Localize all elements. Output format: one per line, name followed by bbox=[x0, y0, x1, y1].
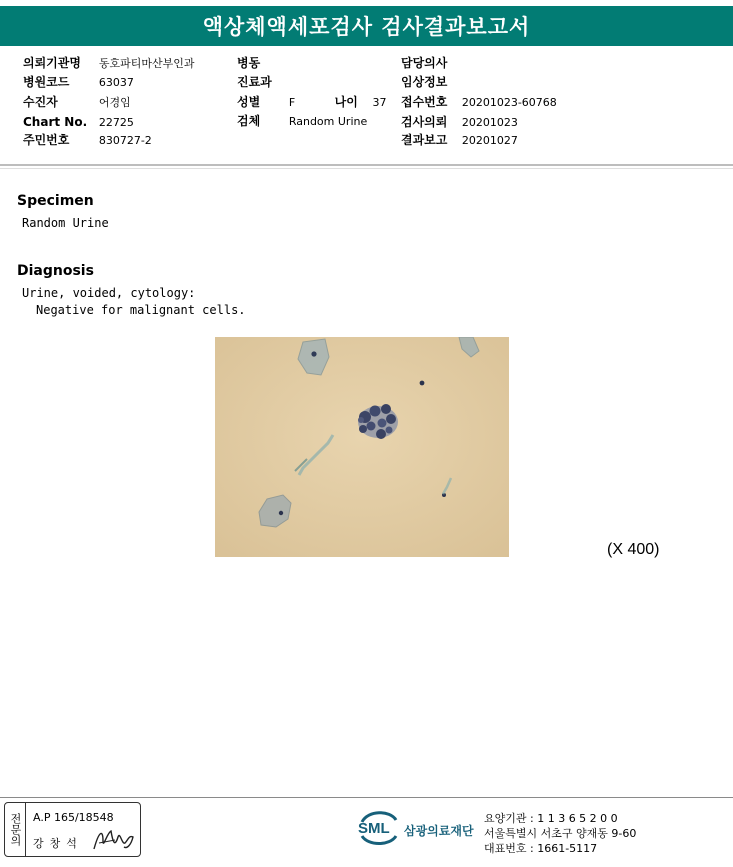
diagnosis-line-2: Negative for malignant cells. bbox=[36, 303, 246, 317]
ward-label: 병동 bbox=[237, 56, 261, 70]
clinical-info-label: 임상정보 bbox=[401, 75, 448, 89]
age-label: 나이 bbox=[334, 95, 358, 109]
age-value: 37 bbox=[372, 96, 387, 109]
signature-box bbox=[4, 802, 141, 857]
chart-no-label: Chart No. bbox=[23, 115, 88, 129]
sex-age-row bbox=[237, 93, 386, 111]
requesting-institution-value: 동호파티마산부인과 bbox=[98, 57, 195, 70]
receipt-no-value: 20201023-60768 bbox=[461, 96, 557, 109]
magnification-label: (X 400) bbox=[607, 541, 660, 558]
ward-row bbox=[237, 54, 260, 72]
request-date-row bbox=[401, 113, 518, 131]
request-date-label: 검사의뢰 bbox=[401, 115, 448, 129]
specimen-type-row bbox=[237, 112, 367, 130]
specimen-type-label: 검체 bbox=[237, 114, 261, 128]
sex-label: 성별 bbox=[237, 95, 261, 109]
clinical-info-row bbox=[401, 73, 462, 91]
cytology-micrograph bbox=[215, 337, 509, 557]
report-title: 액상체액세포검사 검사결과보고서 bbox=[0, 6, 733, 46]
specimen-section-title: Specimen bbox=[17, 193, 94, 209]
ap-number: A.P 165/18548 bbox=[33, 811, 114, 824]
resident-no-row bbox=[23, 131, 152, 149]
report-date-label: 결과보고 bbox=[401, 133, 448, 147]
institution-code: 요양기관 : 1 1 3 6 5 2 0 0 bbox=[484, 812, 618, 825]
diagnosis-line-1: Urine, voided, cytology: bbox=[22, 286, 196, 300]
footer-divider bbox=[0, 797, 733, 798]
header-divider-secondary bbox=[0, 168, 733, 169]
patient-row bbox=[23, 93, 131, 111]
requesting-institution-row bbox=[23, 54, 194, 72]
hospital-code-label: 병원코드 bbox=[23, 75, 70, 89]
specimen-text: Random Urine bbox=[22, 216, 109, 230]
patient-value: 어경임 bbox=[98, 96, 131, 109]
resident-no-value: 830727-2 bbox=[98, 134, 152, 147]
sex-value: F bbox=[288, 96, 296, 109]
requesting-institution-label: 의뢰기관명 bbox=[23, 56, 81, 70]
patient-label: 수진자 bbox=[23, 95, 58, 109]
department-label: 진료과 bbox=[237, 75, 272, 89]
hospital-code-value: 63037 bbox=[98, 76, 134, 89]
receipt-no-row bbox=[401, 93, 557, 111]
receipt-no-label: 접수번호 bbox=[401, 95, 448, 109]
report-date-row bbox=[401, 131, 518, 149]
resident-no-label: 주민번호 bbox=[23, 133, 70, 147]
doctor-signature bbox=[91, 825, 137, 853]
attending-doctor-row bbox=[401, 54, 462, 72]
phone-number: 대표번호 : 1661-5117 bbox=[484, 842, 598, 855]
sml-logo-icon bbox=[356, 808, 402, 848]
diagnosis-section-title: Diagnosis bbox=[17, 263, 94, 279]
hospital-code-row bbox=[23, 73, 134, 91]
micrograph-drawing bbox=[215, 337, 509, 557]
doctor-name: 강창석 bbox=[33, 837, 83, 850]
specialist-side-label: 전문의 bbox=[5, 803, 26, 856]
address: 서울특별시 서초구 양재동 9-60 bbox=[484, 827, 637, 840]
attending-doctor-label: 담당의사 bbox=[401, 56, 448, 70]
department-row bbox=[237, 73, 272, 91]
specimen-type-value: Random Urine bbox=[288, 115, 368, 128]
report-date-value: 20201027 bbox=[461, 134, 518, 147]
organization-name: 삼광의료재단 bbox=[404, 824, 474, 838]
header-divider bbox=[0, 164, 733, 166]
chart-no-value: 22725 bbox=[98, 116, 134, 129]
request-date-value: 20201023 bbox=[461, 116, 518, 129]
logo-text: SML bbox=[358, 820, 390, 837]
chart-no-row bbox=[23, 113, 134, 131]
